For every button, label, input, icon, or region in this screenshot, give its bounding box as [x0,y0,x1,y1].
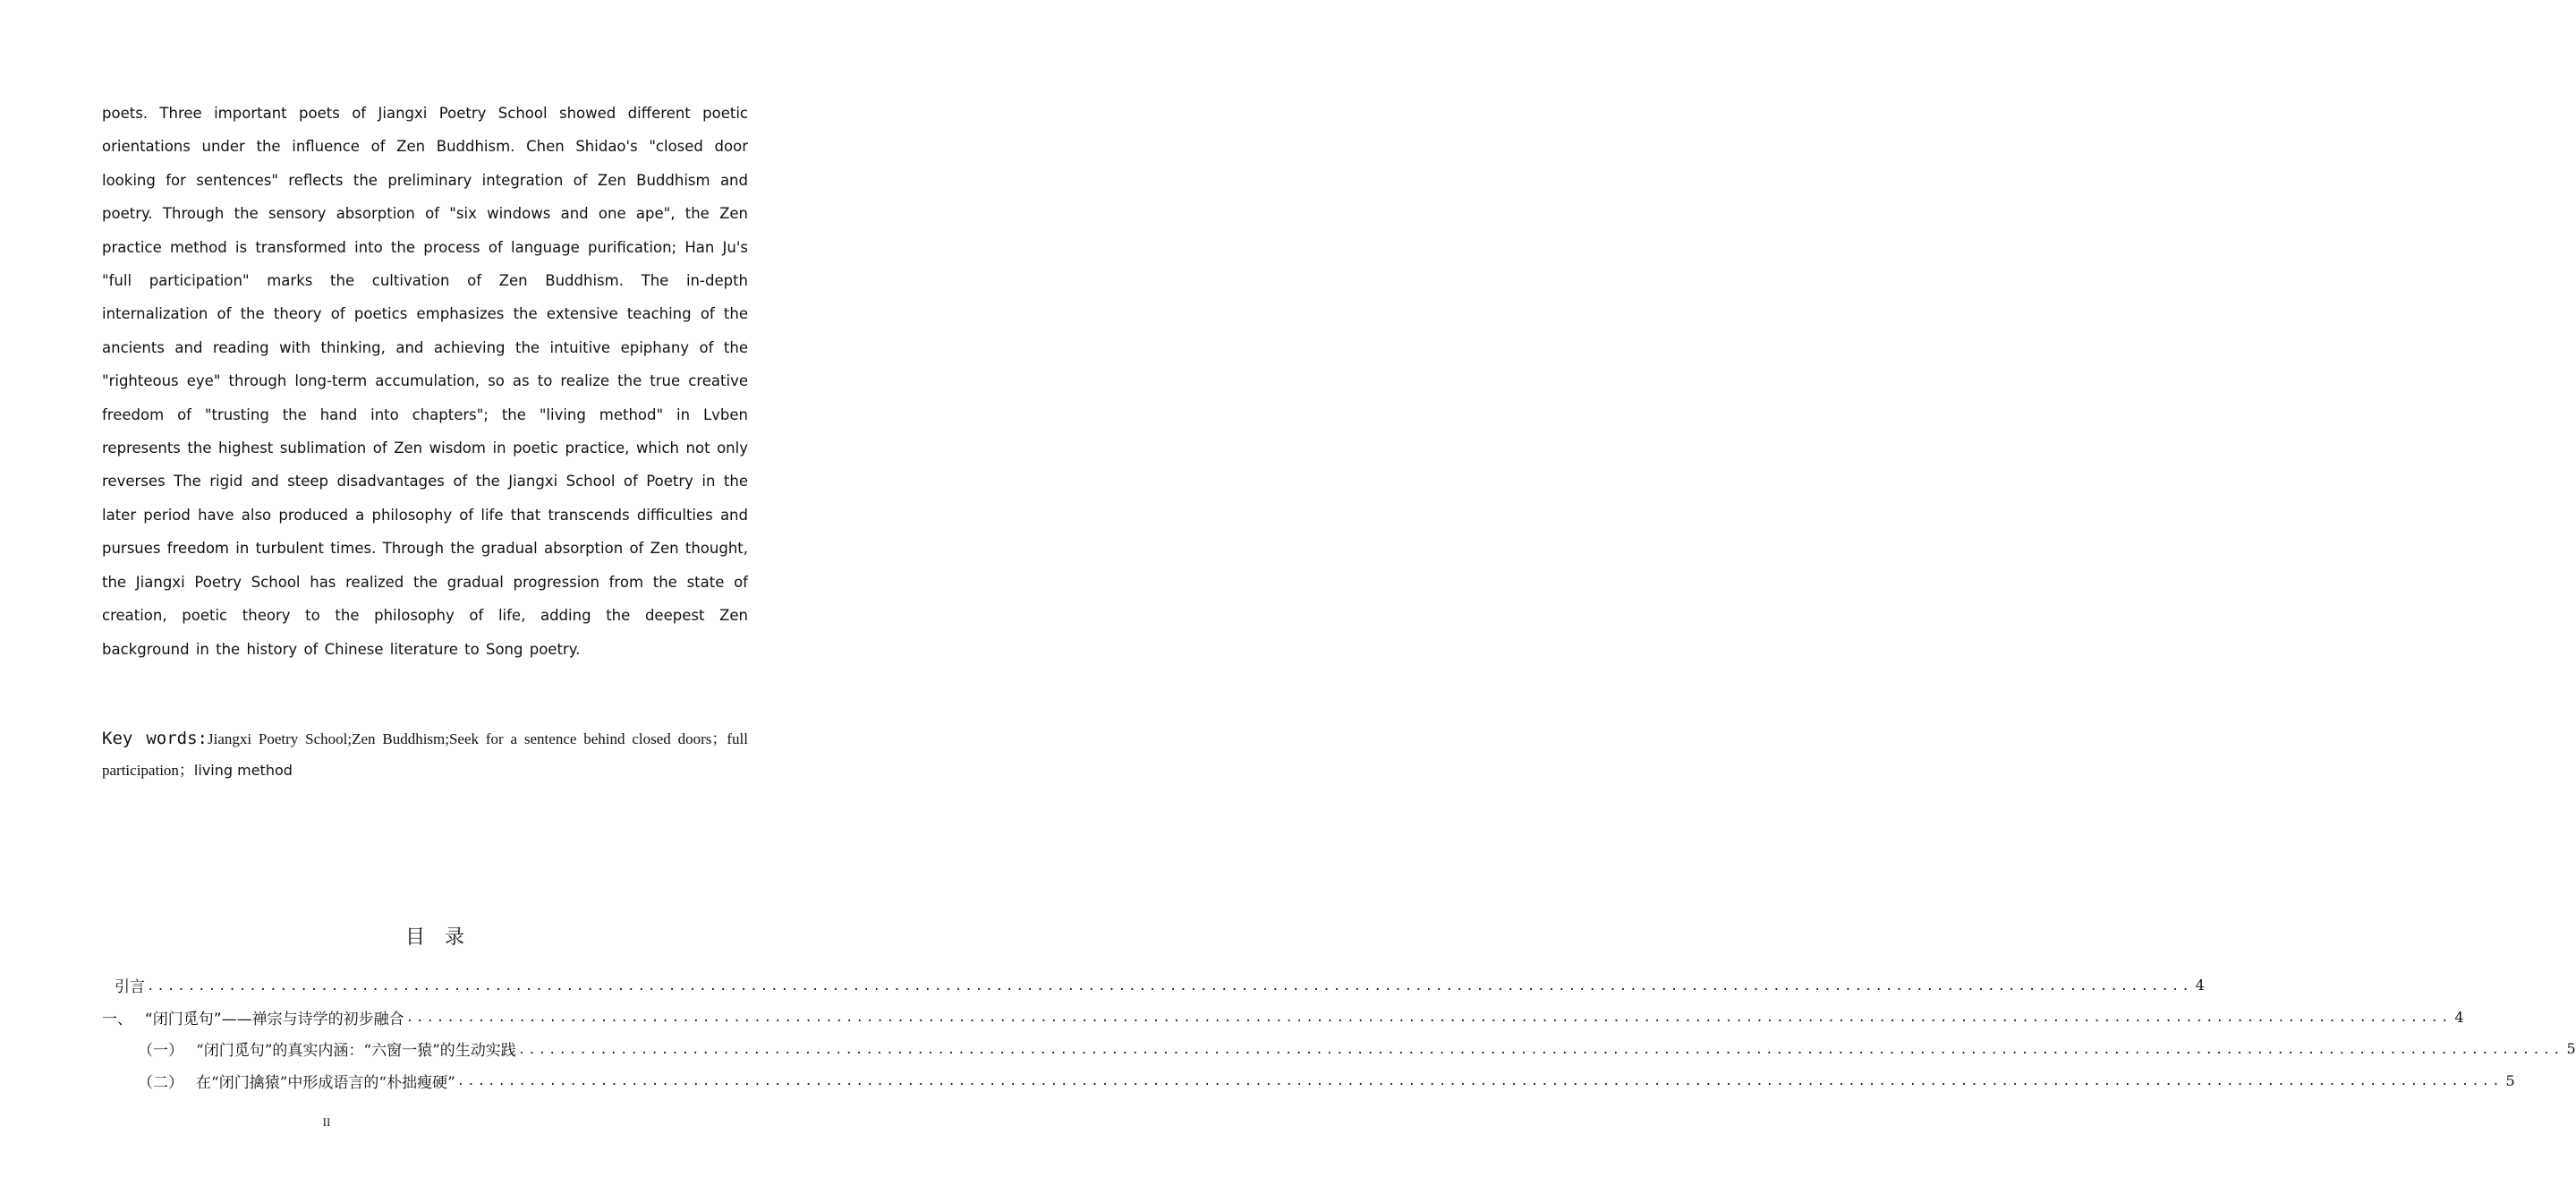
toc-entry-number: （二） [138,1073,183,1092]
toc-entry-page: 5 [2566,1040,2576,1058]
toc-entry-title [138,1037,516,1060]
toc-entry-page: 4 [2454,1008,2464,1026]
toc-dot-leader: ........................................................................................................................................................................................................ [405,1011,2452,1026]
toc-entry-number: 一、 [102,1010,132,1028]
abstract-paragraph: poets. Three important poets of Jiangxi Poetry School showed different poetic orientations under the influence of Zen Buddhism. Chen Shidao's "closed door looking for sentences" reflects the preliminary integration of Zen Buddhism and poetry. Through the sensory absorption of "six windows and one ape", the Zen practice method is transformed into the process of language purification; Han Ju's "full participation" marks the cultivation of Zen Buddhism. The in-depth internalization of the theory of poetics emphasizes the extensive teaching of the ancients and reading with thinking, and achieving the intuitive epiphany of the "righteous eye" through long-term accumulation, so as to realize the true creative freedom of "trusting the hand into chapters"; the "living method" in Lvben represents the highest sublimation of Zen wisdom in poetic practice, which not only reverses The rigid and steep disadvantages of the Jiangxi School of Poetry in the later period have also produced a philosophy of life that transcends difficulties and pursues freedom in turbulent times. Through the gradual absorption of Zen thought, the Jiangxi Poetry School has realized the gradual progression from the state of creation, poetic theory to the philosophy of life, adding the deepest Zen background in the history of Chinese literature to Song poetry. [102,105,748,658]
toc-entry-label: “闭门觅句”的真实内涵：“六窗一猿”的生动实践 [196,1042,516,1061]
keywords-label: Key words: [102,729,208,748]
toc-entry-title [138,1070,455,1092]
toc-entry-page: 4 [2195,977,2205,994]
toc-dot-leader: ........................................................................................................................................................................................................ [147,978,2192,994]
toc-entry-section-1-1[interactable] [102,1033,2576,1065]
table-of-contents [102,969,2576,1096]
toc-entry-label: “闭门觅句”——禅宗与诗学的初步融合 [145,1010,404,1028]
toc-dot-leader: ........................................................................................................................................................................................................ [456,1074,2503,1089]
toc-entry-chapter-1[interactable] [102,1002,2464,1034]
toc-entry-label: 在“闭门擒猿”中形成语言的“朴拙瘦硬” [196,1073,455,1092]
toc-entry-intro[interactable] [102,969,2205,1002]
toc-title: 目录 [404,926,484,949]
page-number: II [322,1115,331,1129]
toc-dot-leader: ........................................................................................................................................................................................................ [517,1042,2563,1057]
toc-entry-title [102,974,145,996]
toc-entry-number: （一） [138,1042,183,1061]
keywords-paragraph [102,723,748,786]
toc-entry-section-1-2[interactable] [102,1065,2515,1097]
toc-entry-label: 引言 [115,978,145,997]
toc-entry-page: 5 [2505,1071,2515,1089]
keywords-tail: living method [193,762,293,779]
keywords-text: Jiangxi Poetry School;Zen Buddhism;Seek for a sentence behind closed doors；full participation； [102,730,749,779]
toc-entry-title [102,1006,404,1028]
